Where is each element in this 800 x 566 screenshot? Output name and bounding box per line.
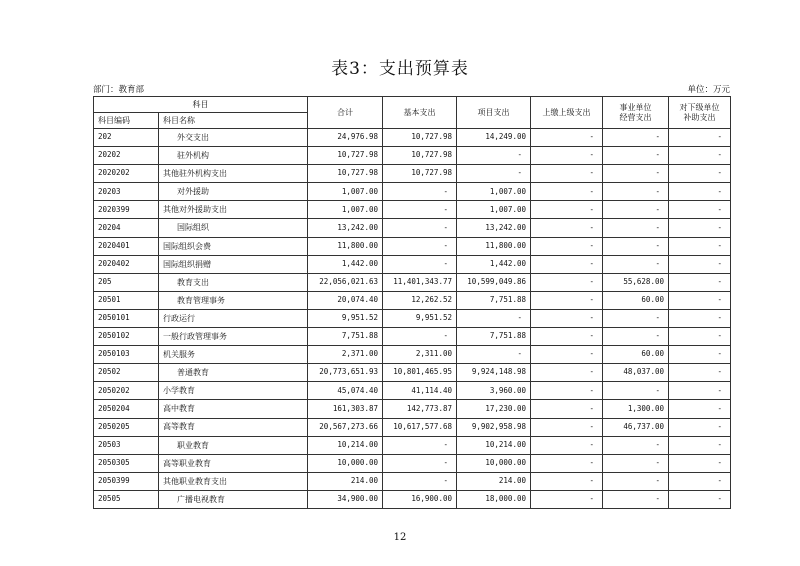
cell-code: 20503 — [94, 436, 159, 454]
cell-name: 其他驻外机构支出 — [159, 165, 308, 183]
cell-lower: - — [669, 273, 731, 291]
cell-upper: - — [531, 219, 603, 237]
cell-code: 2050101 — [94, 309, 159, 327]
cell-name: 其他职业教育支出 — [159, 472, 308, 490]
cell-business: - — [603, 436, 669, 454]
department-label: 部门：教育部 — [93, 85, 145, 95]
cell-code: 2050205 — [94, 418, 159, 436]
table-row — [94, 472, 731, 490]
cell-total: 1,007.00 — [308, 201, 383, 219]
cell-business: 1,300.00 — [603, 400, 669, 418]
cell-name: 教育支出 — [159, 273, 308, 291]
cell-total: 10,727.98 — [308, 147, 383, 165]
table-row — [94, 382, 731, 400]
cell-project: 11,800.00 — [457, 237, 531, 255]
cell-project: 9,902,958.98 — [457, 418, 531, 436]
header-basic: 基本支出 — [383, 97, 457, 129]
cell-project: 1,007.00 — [457, 201, 531, 219]
cell-basic: 10,727.98 — [383, 165, 457, 183]
cell-total: 1,007.00 — [308, 183, 383, 201]
cell-code: 2020401 — [94, 237, 159, 255]
table-body — [94, 129, 731, 509]
budget-table — [93, 96, 731, 509]
cell-total: 1,442.00 — [308, 255, 383, 273]
cell-name: 高等职业教育 — [159, 454, 308, 472]
header-lower-line1: 对下级单位 — [679, 103, 720, 113]
cell-name: 机关服务 — [159, 346, 308, 364]
header-business — [603, 97, 669, 129]
cell-total: 9,951.52 — [308, 309, 383, 327]
cell-basic: 9,951.52 — [383, 309, 457, 327]
cell-name: 国际组织 — [159, 219, 308, 237]
cell-business: - — [603, 183, 669, 201]
cell-project: 14,249.00 — [457, 129, 531, 147]
cell-total: 22,056,021.63 — [308, 273, 383, 291]
cell-basic: - — [383, 436, 457, 454]
cell-lower: - — [669, 165, 731, 183]
cell-total: 24,976.98 — [308, 129, 383, 147]
cell-business: - — [603, 490, 669, 508]
cell-code: 2050204 — [94, 400, 159, 418]
header-lower — [669, 97, 731, 129]
cell-project: - — [457, 147, 531, 165]
table-row — [94, 291, 731, 309]
cell-project: 7,751.88 — [457, 291, 531, 309]
cell-total: 20,773,651.93 — [308, 364, 383, 382]
cell-name: 教育管理事务 — [159, 291, 308, 309]
cell-lower: - — [669, 346, 731, 364]
cell-project: 9,924,148.98 — [457, 364, 531, 382]
cell-upper: - — [531, 364, 603, 382]
cell-basic: - — [383, 328, 457, 346]
cell-basic: 10,617,577.68 — [383, 418, 457, 436]
cell-basic: 10,727.98 — [383, 147, 457, 165]
page-title: 表3：支出预算表 — [331, 59, 469, 79]
cell-business: - — [603, 165, 669, 183]
header-upper: 上缴上级支出 — [531, 97, 603, 129]
cell-business: 60.00 — [603, 291, 669, 309]
cell-code: 2020202 — [94, 165, 159, 183]
cell-code: 202 — [94, 129, 159, 147]
table-row — [94, 436, 731, 454]
cell-name: 高中教育 — [159, 400, 308, 418]
unit-label: 单位：万元 — [687, 85, 730, 95]
cell-name: 外交支出 — [159, 129, 308, 147]
cell-lower: - — [669, 328, 731, 346]
cell-basic: - — [383, 472, 457, 490]
cell-upper: - — [531, 309, 603, 327]
cell-basic: - — [383, 237, 457, 255]
cell-name: 广播电视教育 — [159, 490, 308, 508]
cell-upper: - — [531, 490, 603, 508]
cell-name: 对外援助 — [159, 183, 308, 201]
table-row — [94, 201, 731, 219]
header-lower-line2: 补助支出 — [683, 112, 716, 122]
cell-code: 20203 — [94, 183, 159, 201]
cell-total: 10,727.98 — [308, 165, 383, 183]
cell-upper: - — [531, 328, 603, 346]
header-code: 科目编码 — [94, 113, 159, 129]
table-row — [94, 129, 731, 147]
cell-lower: - — [669, 400, 731, 418]
cell-code: 20204 — [94, 219, 159, 237]
header-subject: 科目 — [94, 97, 308, 113]
cell-basic: 11,401,343.77 — [383, 273, 457, 291]
cell-code: 205 — [94, 273, 159, 291]
table-row — [94, 364, 731, 382]
cell-lower: - — [669, 201, 731, 219]
cell-project: 214.00 — [457, 472, 531, 490]
cell-code: 20501 — [94, 291, 159, 309]
cell-basic: - — [383, 255, 457, 273]
cell-business: - — [603, 219, 669, 237]
cell-project: 3,960.00 — [457, 382, 531, 400]
cell-upper: - — [531, 129, 603, 147]
cell-business: - — [603, 382, 669, 400]
cell-business: - — [603, 454, 669, 472]
cell-lower: - — [669, 147, 731, 165]
cell-code: 2050399 — [94, 472, 159, 490]
cell-code: 2020402 — [94, 255, 159, 273]
page-number: 12 — [393, 532, 407, 543]
cell-business: 46,737.00 — [603, 418, 669, 436]
cell-lower: - — [669, 454, 731, 472]
header-project: 项目支出 — [457, 97, 531, 129]
cell-name: 其他对外援助支出 — [159, 201, 308, 219]
table-row — [94, 400, 731, 418]
cell-name: 高等教育 — [159, 418, 308, 436]
cell-total: 10,214.00 — [308, 436, 383, 454]
table-row — [94, 183, 731, 201]
cell-project: - — [457, 346, 531, 364]
cell-total: 214.00 — [308, 472, 383, 490]
cell-basic: - — [383, 183, 457, 201]
cell-business: 55,628.00 — [603, 273, 669, 291]
cell-lower: - — [669, 472, 731, 490]
cell-project: 13,242.00 — [457, 219, 531, 237]
cell-basic: 12,262.52 — [383, 291, 457, 309]
cell-name: 小学教育 — [159, 382, 308, 400]
cell-upper: - — [531, 237, 603, 255]
cell-business: 48,037.00 — [603, 364, 669, 382]
cell-project: 17,230.00 — [457, 400, 531, 418]
cell-project: 10,599,049.86 — [457, 273, 531, 291]
cell-lower: - — [669, 255, 731, 273]
table-row — [94, 273, 731, 291]
table-row — [94, 309, 731, 327]
cell-upper: - — [531, 436, 603, 454]
cell-lower: - — [669, 436, 731, 454]
table-row — [94, 346, 731, 364]
header-business-line2: 经营支出 — [619, 112, 652, 122]
cell-basic: 10,727.98 — [383, 129, 457, 147]
table-row — [94, 328, 731, 346]
cell-business: - — [603, 472, 669, 490]
header-name: 科目名称 — [159, 113, 308, 129]
cell-business: - — [603, 309, 669, 327]
cell-total: 11,800.00 — [308, 237, 383, 255]
cell-upper: - — [531, 346, 603, 364]
cell-business: 60.00 — [603, 346, 669, 364]
cell-project: 1,007.00 — [457, 183, 531, 201]
cell-lower: - — [669, 237, 731, 255]
table-row — [94, 147, 731, 165]
cell-business: - — [603, 201, 669, 219]
cell-basic: - — [383, 219, 457, 237]
table-row — [94, 255, 731, 273]
cell-project: - — [457, 309, 531, 327]
cell-upper: - — [531, 472, 603, 490]
cell-upper: - — [531, 255, 603, 273]
cell-upper: - — [531, 291, 603, 309]
cell-upper: - — [531, 400, 603, 418]
cell-basic: - — [383, 201, 457, 219]
cell-lower: - — [669, 382, 731, 400]
cell-total: 45,074.40 — [308, 382, 383, 400]
cell-code: 20505 — [94, 490, 159, 508]
cell-total: 20,567,273.66 — [308, 418, 383, 436]
cell-basic: 142,773.87 — [383, 400, 457, 418]
cell-basic: 16,900.00 — [383, 490, 457, 508]
cell-total: 7,751.88 — [308, 328, 383, 346]
cell-total: 161,303.87 — [308, 400, 383, 418]
cell-project: - — [457, 165, 531, 183]
cell-basic: 41,114.40 — [383, 382, 457, 400]
table-row — [94, 165, 731, 183]
cell-name: 职业教育 — [159, 436, 308, 454]
cell-lower: - — [669, 364, 731, 382]
cell-basic: 2,311.00 — [383, 346, 457, 364]
cell-business: - — [603, 237, 669, 255]
header-business-line1: 事业单位 — [619, 103, 652, 113]
cell-upper: - — [531, 183, 603, 201]
cell-code: 20502 — [94, 364, 159, 382]
cell-name: 国际组织会费 — [159, 237, 308, 255]
cell-total: 2,371.00 — [308, 346, 383, 364]
cell-upper: - — [531, 147, 603, 165]
cell-total: 10,000.00 — [308, 454, 383, 472]
cell-lower: - — [669, 129, 731, 147]
cell-upper: - — [531, 165, 603, 183]
cell-total: 34,900.00 — [308, 490, 383, 508]
cell-lower: - — [669, 309, 731, 327]
cell-upper: - — [531, 454, 603, 472]
cell-lower: - — [669, 219, 731, 237]
cell-upper: - — [531, 418, 603, 436]
cell-code: 2050103 — [94, 346, 159, 364]
table-row — [94, 490, 731, 508]
cell-lower: - — [669, 291, 731, 309]
cell-code: 2050102 — [94, 328, 159, 346]
cell-project: 10,000.00 — [457, 454, 531, 472]
cell-upper: - — [531, 382, 603, 400]
cell-code: 2020399 — [94, 201, 159, 219]
cell-code: 2050305 — [94, 454, 159, 472]
cell-project: 1,442.00 — [457, 255, 531, 273]
cell-name: 行政运行 — [159, 309, 308, 327]
cell-basic: 10,801,465.95 — [383, 364, 457, 382]
cell-project: 18,000.00 — [457, 490, 531, 508]
cell-business: - — [603, 129, 669, 147]
cell-business: - — [603, 255, 669, 273]
cell-lower: - — [669, 418, 731, 436]
cell-business: - — [603, 328, 669, 346]
cell-code: 20202 — [94, 147, 159, 165]
table-row — [94, 418, 731, 436]
table-row — [94, 237, 731, 255]
cell-lower: - — [669, 490, 731, 508]
header-total: 合计 — [308, 97, 383, 129]
cell-business: - — [603, 147, 669, 165]
table-row — [94, 219, 731, 237]
cell-project: 7,751.88 — [457, 328, 531, 346]
cell-name: 驻外机构 — [159, 147, 308, 165]
cell-basic: - — [383, 454, 457, 472]
cell-lower: - — [669, 183, 731, 201]
cell-total: 20,074.40 — [308, 291, 383, 309]
cell-upper: - — [531, 201, 603, 219]
cell-upper: - — [531, 273, 603, 291]
cell-name: 国际组织捐赠 — [159, 255, 308, 273]
cell-name: 普通教育 — [159, 364, 308, 382]
cell-code: 2050202 — [94, 382, 159, 400]
table-row — [94, 454, 731, 472]
cell-name: 一般行政管理事务 — [159, 328, 308, 346]
cell-project: 10,214.00 — [457, 436, 531, 454]
cell-total: 13,242.00 — [308, 219, 383, 237]
